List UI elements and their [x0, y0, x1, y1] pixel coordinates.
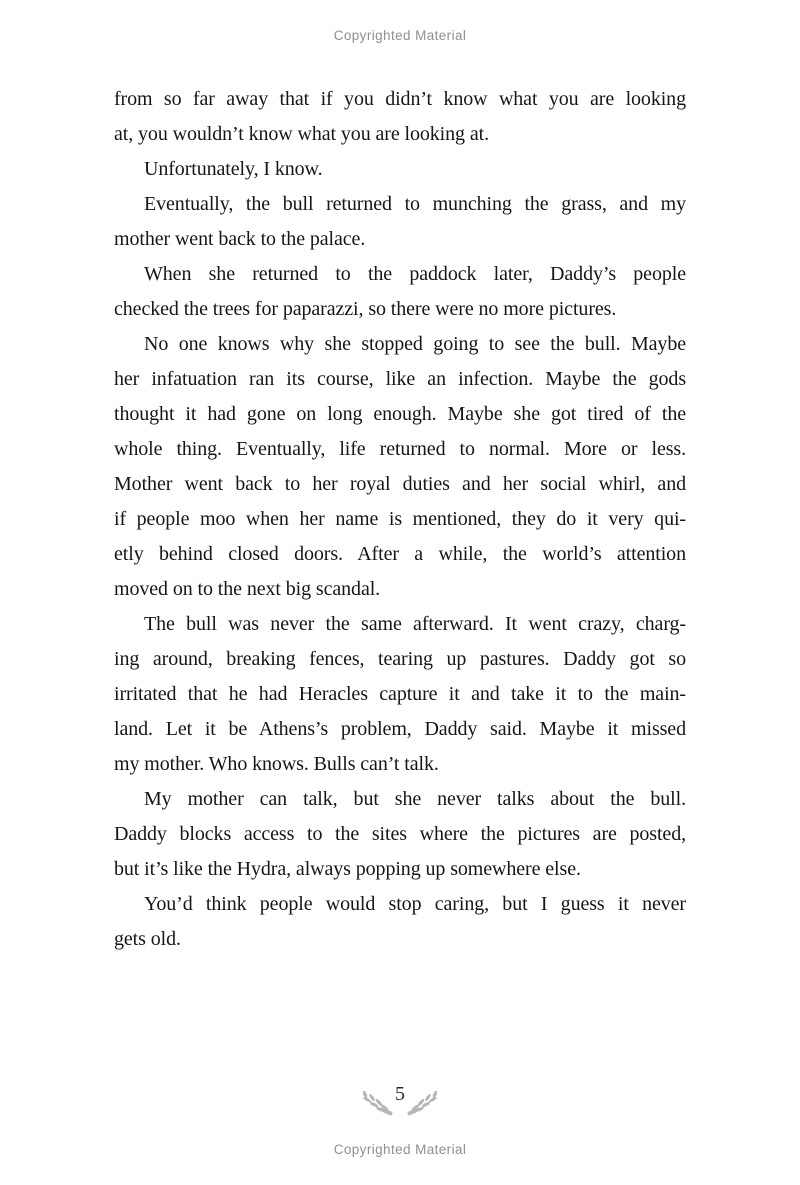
paragraph	[114, 782, 686, 887]
laurel-left-icon	[360, 1091, 394, 1117]
text-line: checked the trees for paparazzi, so there were no more pictures.	[114, 298, 617, 320]
text-line: if people moo when her name is mentioned, they do it very qui-	[114, 508, 686, 530]
paragraph	[114, 187, 686, 257]
text-line: at, you wouldn’t know what you are looking at.	[114, 123, 489, 145]
text-line: my mother. Who knows. Bulls can’t talk.	[114, 753, 439, 775]
text-line: land. Let it be Athens’s problem, Daddy said. Maybe it missed	[114, 718, 686, 740]
page-footer	[0, 1082, 800, 1117]
paragraph	[114, 327, 686, 607]
text-line: gets old.	[114, 928, 181, 950]
paragraph	[114, 152, 686, 187]
paragraph	[114, 82, 686, 152]
page-number: 5	[395, 1083, 405, 1105]
text-line: mother went back to the palace.	[114, 228, 366, 250]
text-line: Daddy blocks access to the sites where the pictures are posted,	[114, 823, 686, 845]
copyright-header: Copyrighted Material	[333, 28, 467, 43]
text-line: from so far away that if you didn’t know what you are looking	[114, 88, 686, 110]
text-line: You’d think people would stop caring, but I guess it never	[144, 893, 686, 915]
paragraph	[114, 887, 686, 957]
text-line: ing around, breaking fences, tearing up pastures. Daddy got so	[114, 648, 686, 670]
paragraph	[114, 257, 686, 327]
text-line: The bull was never the same afterward. It went crazy, charg-	[144, 613, 686, 635]
text-line: irritated that he had Heracles capture it and take it to the main-	[114, 683, 686, 705]
text-line: her infatuation ran its course, like an infection. Maybe the gods	[114, 368, 686, 390]
text-line: whole thing. Eventually, life returned to normal. More or less.	[114, 438, 686, 460]
text-line: but it’s like the Hydra, always popping up somewhere else.	[114, 858, 581, 880]
text-line: Unfortunately, I know.	[144, 158, 323, 180]
text-line: Mother went back to her royal duties and her social whirl, and	[114, 473, 686, 495]
text-line: thought it had gone on long enough. Maybe she got tired of the	[114, 403, 686, 425]
text-line: No one knows why she stopped going to see the bull. Maybe	[144, 333, 686, 355]
text-line: My mother can talk, but she never talks about the bull.	[144, 788, 686, 810]
text-line: etly behind closed doors. After a while, the world’s attention	[114, 543, 686, 565]
text-line: moved on to the next big scandal.	[114, 578, 381, 600]
text-line: When she returned to the paddock later, Daddy’s people	[144, 263, 686, 285]
paragraph	[114, 607, 686, 782]
laurel-right-icon	[406, 1091, 440, 1117]
body-text	[114, 82, 686, 957]
copyright-footer: Copyrighted Material	[333, 1142, 467, 1157]
text-line: Eventually, the bull returned to munching the grass, and my	[144, 193, 686, 215]
